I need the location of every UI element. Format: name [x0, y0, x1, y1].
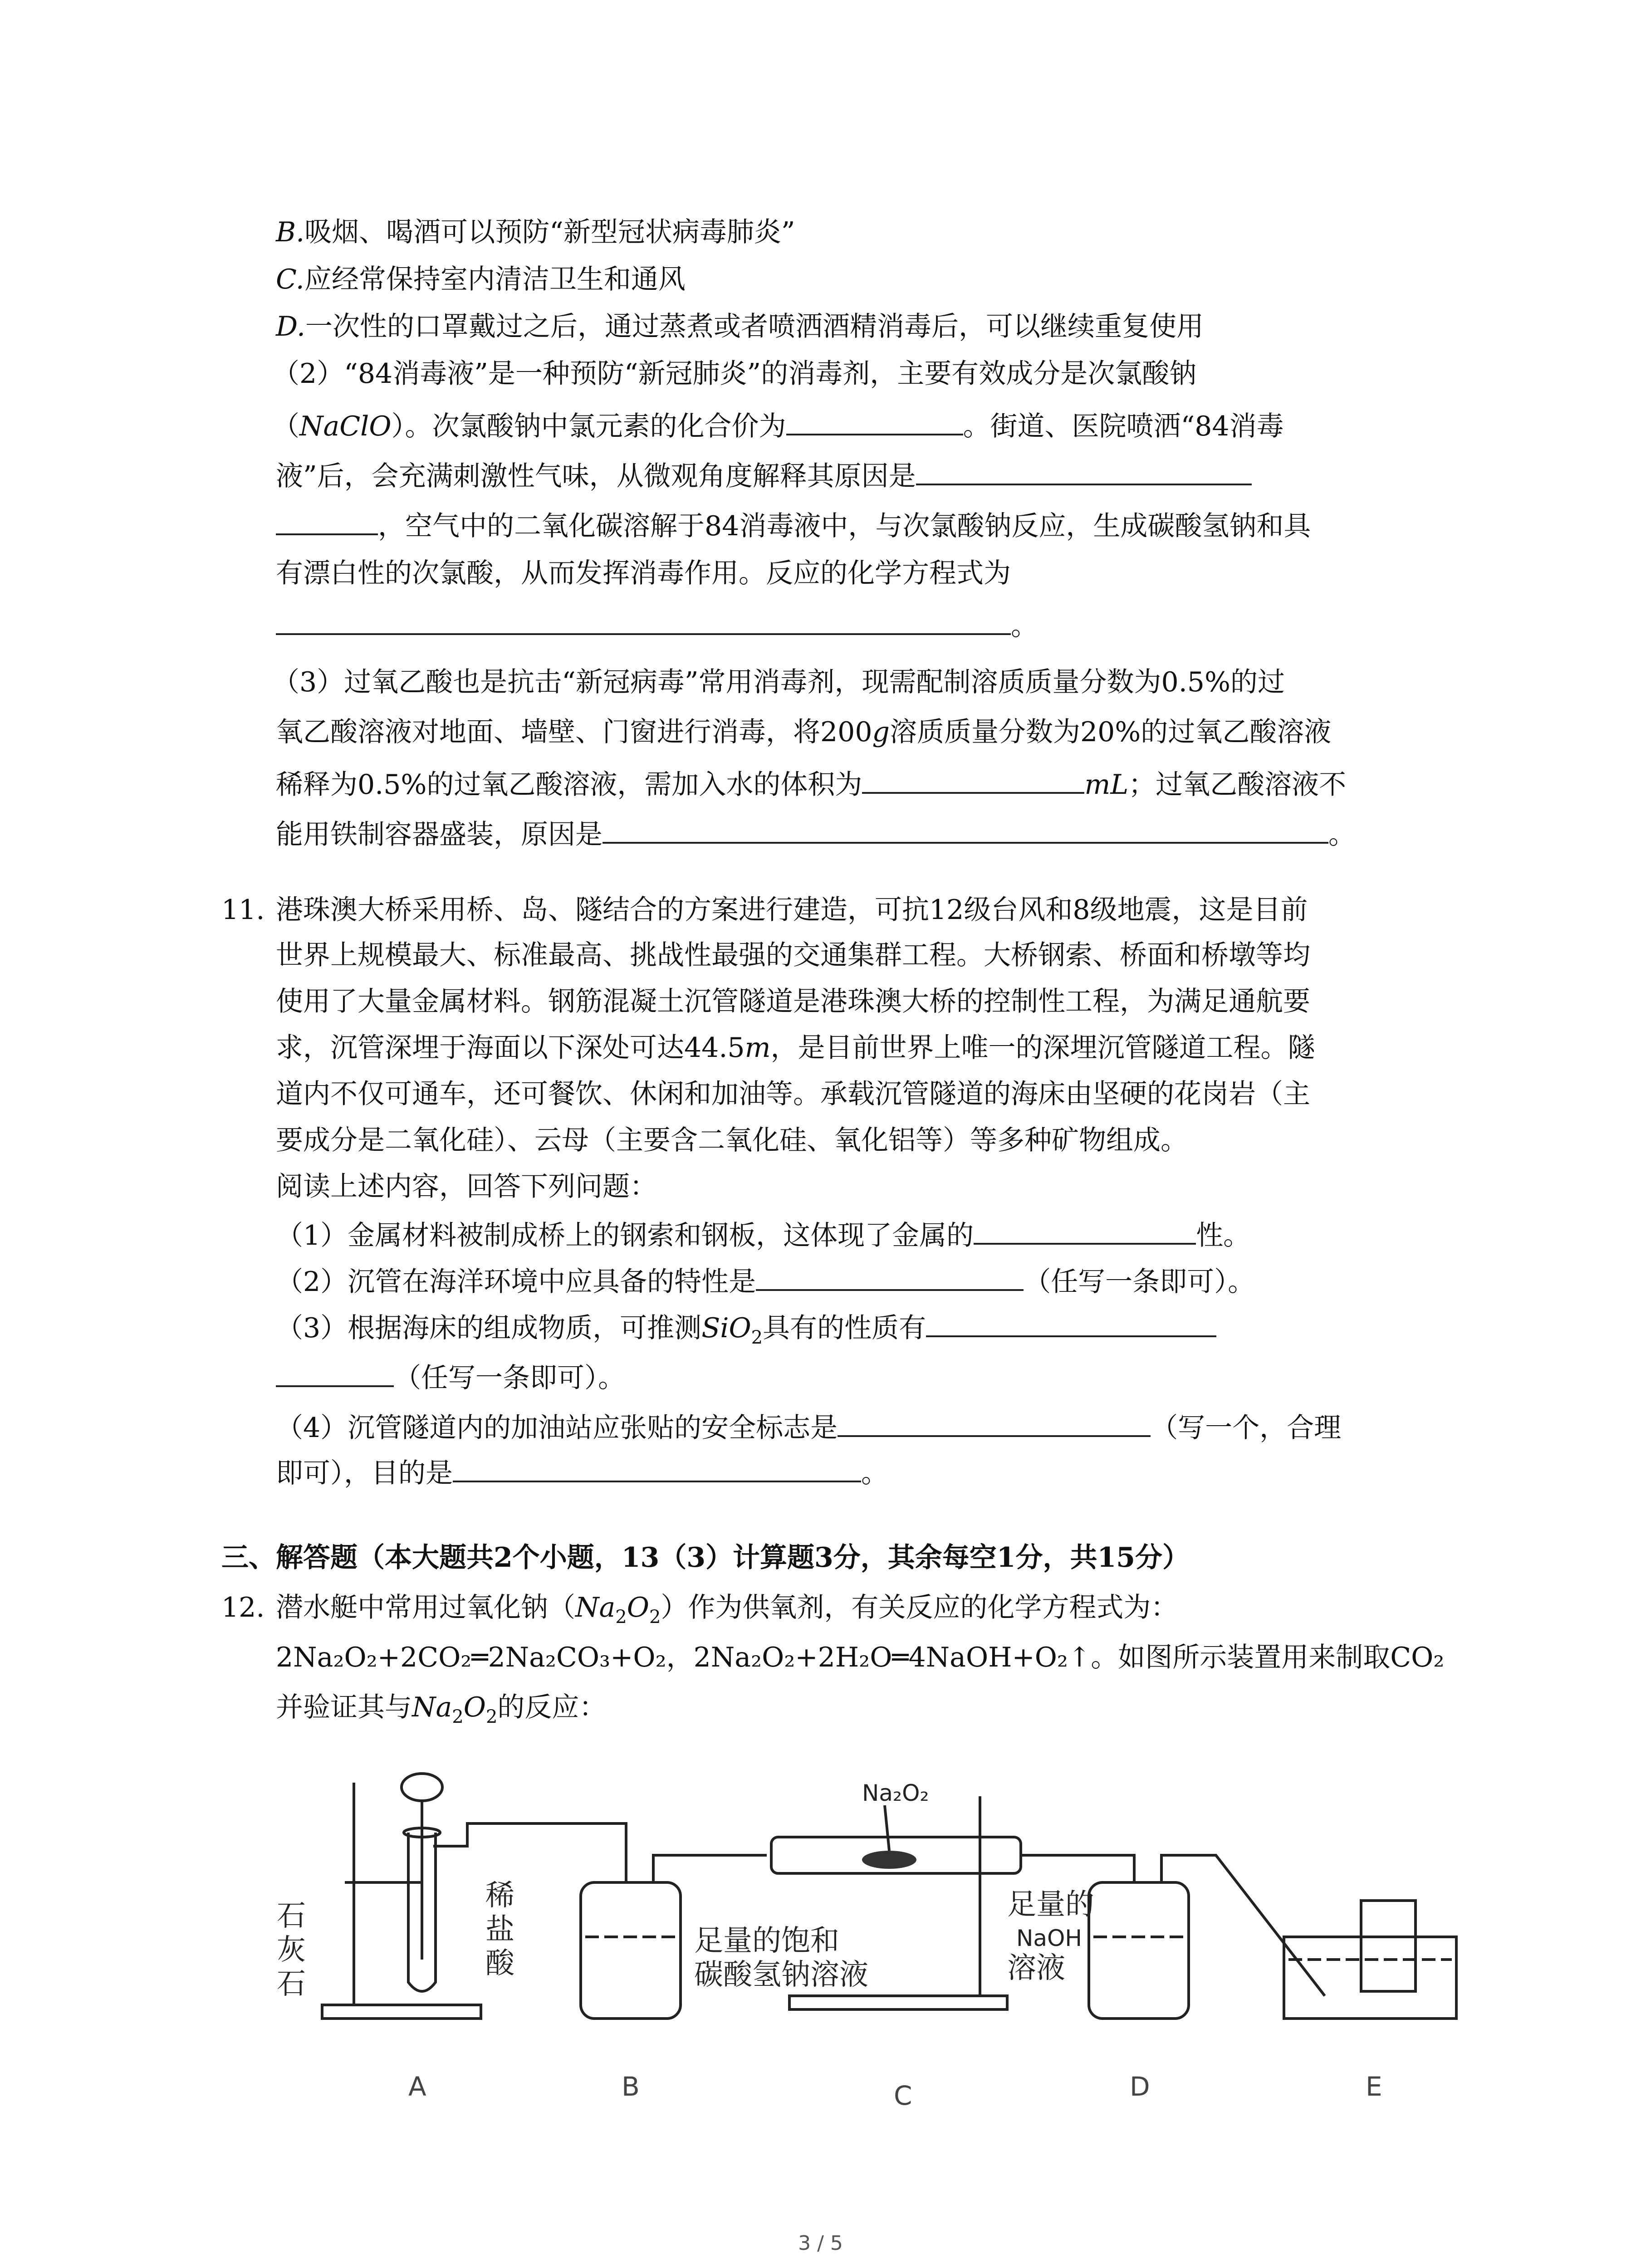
acid-label-3: 酸 — [485, 1947, 514, 1980]
b-label-line1: 足量的饱和 — [694, 1924, 839, 1958]
label-c: C — [894, 2080, 912, 2111]
limestone-label-2: 灰 — [277, 1933, 306, 1967]
funnel — [402, 1774, 442, 1801]
q11-sub2: （2）沉管在海洋环境中应具备的特性是 （任写一条即可）。 — [276, 1261, 1255, 1300]
label-a: A — [408, 2071, 426, 2102]
q11-line3: 使用了大量金属材料。钢筋混凝土沉管隧道是港珠澳大桥的控制性工程，为满足通航要 — [276, 986, 1310, 1017]
na2o2-label: Na₂O₂ — [862, 1780, 929, 1806]
q11-sub4-cont: 即可），目的是 。 — [276, 1452, 888, 1491]
stand-base-c — [789, 1996, 1007, 2009]
na2o2-pointer — [885, 1805, 889, 1851]
q10-part2-line3: 液”后，会充满刺激性气味，从微观角度解释其原因是 — [276, 455, 1252, 494]
collection-bottle-e — [1361, 1901, 1416, 1991]
d-label-line3: 溶液 — [1007, 1951, 1065, 1985]
answer-blank[interactable] — [603, 814, 1328, 844]
tube-b-c — [653, 1855, 767, 1882]
label-e: E — [1366, 2071, 1382, 2102]
tube-c-d — [1021, 1855, 1134, 1882]
q12-line3: 并验证其与$Na_2O_2$的反应： — [276, 1691, 607, 1727]
q10-part2-line6: 。 — [276, 605, 1038, 644]
bottle-d — [1089, 1882, 1189, 2019]
q10-part3-line2: 氧乙酸溶液对地面、墙壁、门窗进行消毒，将200g溶质质量分数为20%的过氧乙酸溶液 — [276, 716, 1332, 748]
b-label-line2: 碳酸氢钠溶液 — [694, 1958, 868, 1992]
answer-blank[interactable] — [276, 505, 378, 535]
na2o2-powder — [862, 1851, 916, 1869]
q11-line2: 世界上规模最大、标准最高、挑战性最强的交通集群工程。大桥钢索、桥面和桥墩等均 — [276, 939, 1310, 971]
q11-line6: 要成分是二氧化硅）、云母（主要含二氧化硅、氧化铝等）等多种矿物组成。 — [276, 1124, 1188, 1156]
label-d: D — [1130, 2071, 1150, 2102]
answer-blank[interactable] — [276, 1357, 394, 1387]
q11-line5: 道内不仅可通车，还可餐饮、休闲和加油等。承载沉管隧道的海床由坚硬的花岗岩（主 — [276, 1078, 1310, 1110]
limestone-label-3: 石 — [277, 1967, 306, 2001]
q12-number: 12. — [221, 1592, 265, 1623]
q10-part2-line2: （NaClO）。次氯酸钠中氯元素的化合价为 。街道、医院喷洒“84消毒 — [272, 406, 1284, 445]
q10-part2-line5: 有漂白性的次氯酸，从而发挥消毒作用。反应的化学方程式为 — [276, 557, 1011, 589]
option-b: B.吸烟、喝酒可以预防“新型冠状病毒肺炎” — [276, 216, 795, 248]
answer-blank[interactable] — [276, 605, 1011, 635]
q11-sub3: （3）根据海床的组成物质，可推测SiO$_2$具有的性质有 — [276, 1307, 1216, 1356]
d-label-line1: 足量的 — [1007, 1888, 1094, 1921]
q10-part3-line4: 能用铁制容器盛装，原因是 。 — [276, 814, 1356, 853]
q11-sub4: （4）沉管隧道内的加油站应张贴的安全标志是 （写一个，合理 — [276, 1407, 1341, 1446]
acid-label-2: 盐 — [485, 1913, 514, 1946]
tube-a-b — [433, 1823, 626, 1882]
q10-part3-line3: 稀释为0.5%的过氧乙酸溶液，需加入水的体积为 mL；过氧乙酸溶液不 — [276, 764, 1346, 803]
limestone-label-1: 石 — [277, 1899, 306, 1933]
d-label-line2: NaOH — [1016, 1925, 1082, 1951]
label-b: B — [622, 2071, 640, 2102]
answer-blank[interactable] — [453, 1452, 861, 1482]
option-c: C.应经常保持室内清洁卫生和通风 — [276, 264, 686, 295]
q11-sub1: （1）金属材料被制成桥上的钢索和钢板，这体现了金属的 性。 — [276, 1215, 1250, 1254]
q10-part2-line4: ，空气中的二氧化碳溶解于84消毒液中，与次氯酸钠反应，生成碳酸氢钠和具 — [276, 505, 1311, 544]
q12-line1: 潜水艇中常用过氧化钠$(Na_2O_2)$作为供氧剂，有关反应的化学方程式为： — [276, 1592, 1178, 1628]
q10-part3-line1: （3）过氧乙酸也是抗击“新冠病毒”常用消毒剂，现需配制溶质质量分数为0.5%的过 — [272, 666, 1285, 698]
q11-line4: 求，沉管深埋于海面以下深处可达44.5m，是目前世界上唯一的深埋沉管隧道工程。隧 — [276, 1032, 1315, 1064]
answer-blank[interactable] — [786, 406, 963, 435]
q11-sub3-cont: （任写一条即可）。 — [276, 1357, 625, 1396]
q12-equations: 2Na₂O₂+2CO₂═2Na₂CO₃+O₂，2Na₂O₂+2H₂O═4NaOH+O₂↑。如图所示装置用来制取CO₂ — [276, 1642, 1445, 1673]
page-number: 3 / 5 — [798, 2232, 843, 2255]
answer-blank[interactable] — [974, 1215, 1196, 1245]
stand-base-a — [322, 2005, 481, 2019]
answer-blank[interactable] — [838, 1407, 1151, 1437]
answer-blank[interactable] — [862, 764, 1084, 794]
apparatus-figure — [272, 1769, 1474, 2114]
answer-blank[interactable] — [756, 1261, 1024, 1291]
tube-d-e — [1161, 1855, 1325, 1996]
bottle-b — [581, 1882, 681, 2019]
option-d: D.一次性的口罩戴过之后，通过蒸煮或者喷洒酒精消毒后，可以继续重复使用 — [276, 311, 1204, 342]
q10-part2-line1: （2）“84消毒液”是一种预防“新冠肺炎”的消毒剂，主要有效成分是次氯酸钠 — [272, 358, 1197, 390]
q11-line1: 港珠澳大桥采用桥、岛、隧结合的方案进行建造，可抗12级台风和8级地震，这是目前 — [276, 894, 1308, 926]
q11-line7: 阅读上述内容，回答下列问题： — [276, 1171, 657, 1202]
acid-label-1: 稀 — [485, 1879, 514, 1912]
answer-blank[interactable] — [926, 1307, 1216, 1337]
answer-blank[interactable] — [916, 455, 1252, 485]
section-header: 三、解答题（本大题共2个小题，13（3）计算题3分，其余每空1分，共15分） — [221, 1542, 1190, 1574]
q11-number: 11. — [221, 894, 265, 926]
